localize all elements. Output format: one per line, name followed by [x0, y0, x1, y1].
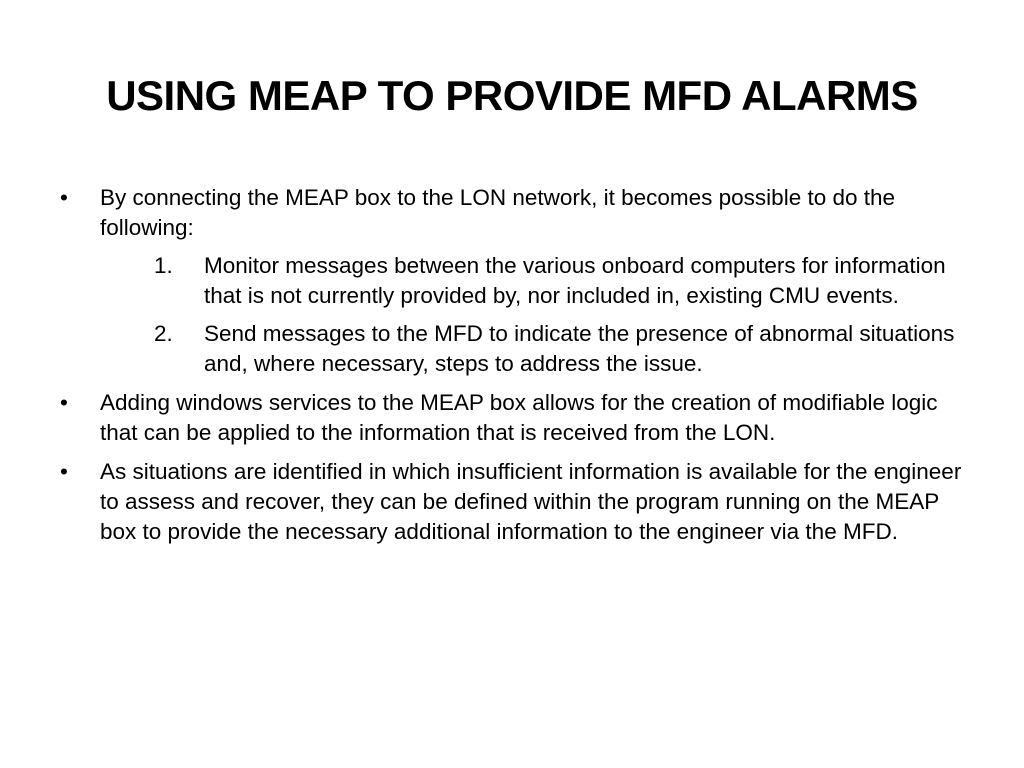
bullet-item: [60, 183, 970, 379]
numbered-list: [100, 251, 970, 379]
bullet-text: By connecting the MEAP box to the LON network, it becomes possible to do the following:: [100, 185, 896, 240]
bullet-item: [60, 388, 970, 448]
bullet-text: Adding windows services to the MEAP box allows for the creation of modifiable logic that can be applied to the information that is received from the LON.: [100, 390, 938, 445]
bullet-icon: •: [60, 390, 68, 415]
item-number: 1.: [154, 253, 173, 278]
slide-body: [60, 183, 970, 556]
item-text: Send messages to the MFD to indicate the presence of abnormal situations and, where necessary, steps to address the issue.: [204, 321, 955, 376]
bullet-text: As situations are identified in which insufficient information is available for the engineer to assess and recover, they can be defined within the program running on the MEAP box to provide the necessary additional information to the engineer via the MFD.: [100, 459, 962, 544]
item-text: Monitor messages between the various onboard computers for information that is not currently provided by, nor included in, existing CMU events.: [204, 253, 946, 308]
bullet-icon: •: [60, 459, 68, 484]
slide-title: USING MEAP TO PROVIDE MFD ALARMS: [106, 72, 918, 119]
numbered-item: [100, 251, 970, 311]
numbered-item: [100, 319, 970, 379]
bullet-icon: •: [60, 185, 68, 210]
item-number: 2.: [154, 321, 173, 346]
bullet-item: [60, 457, 970, 547]
